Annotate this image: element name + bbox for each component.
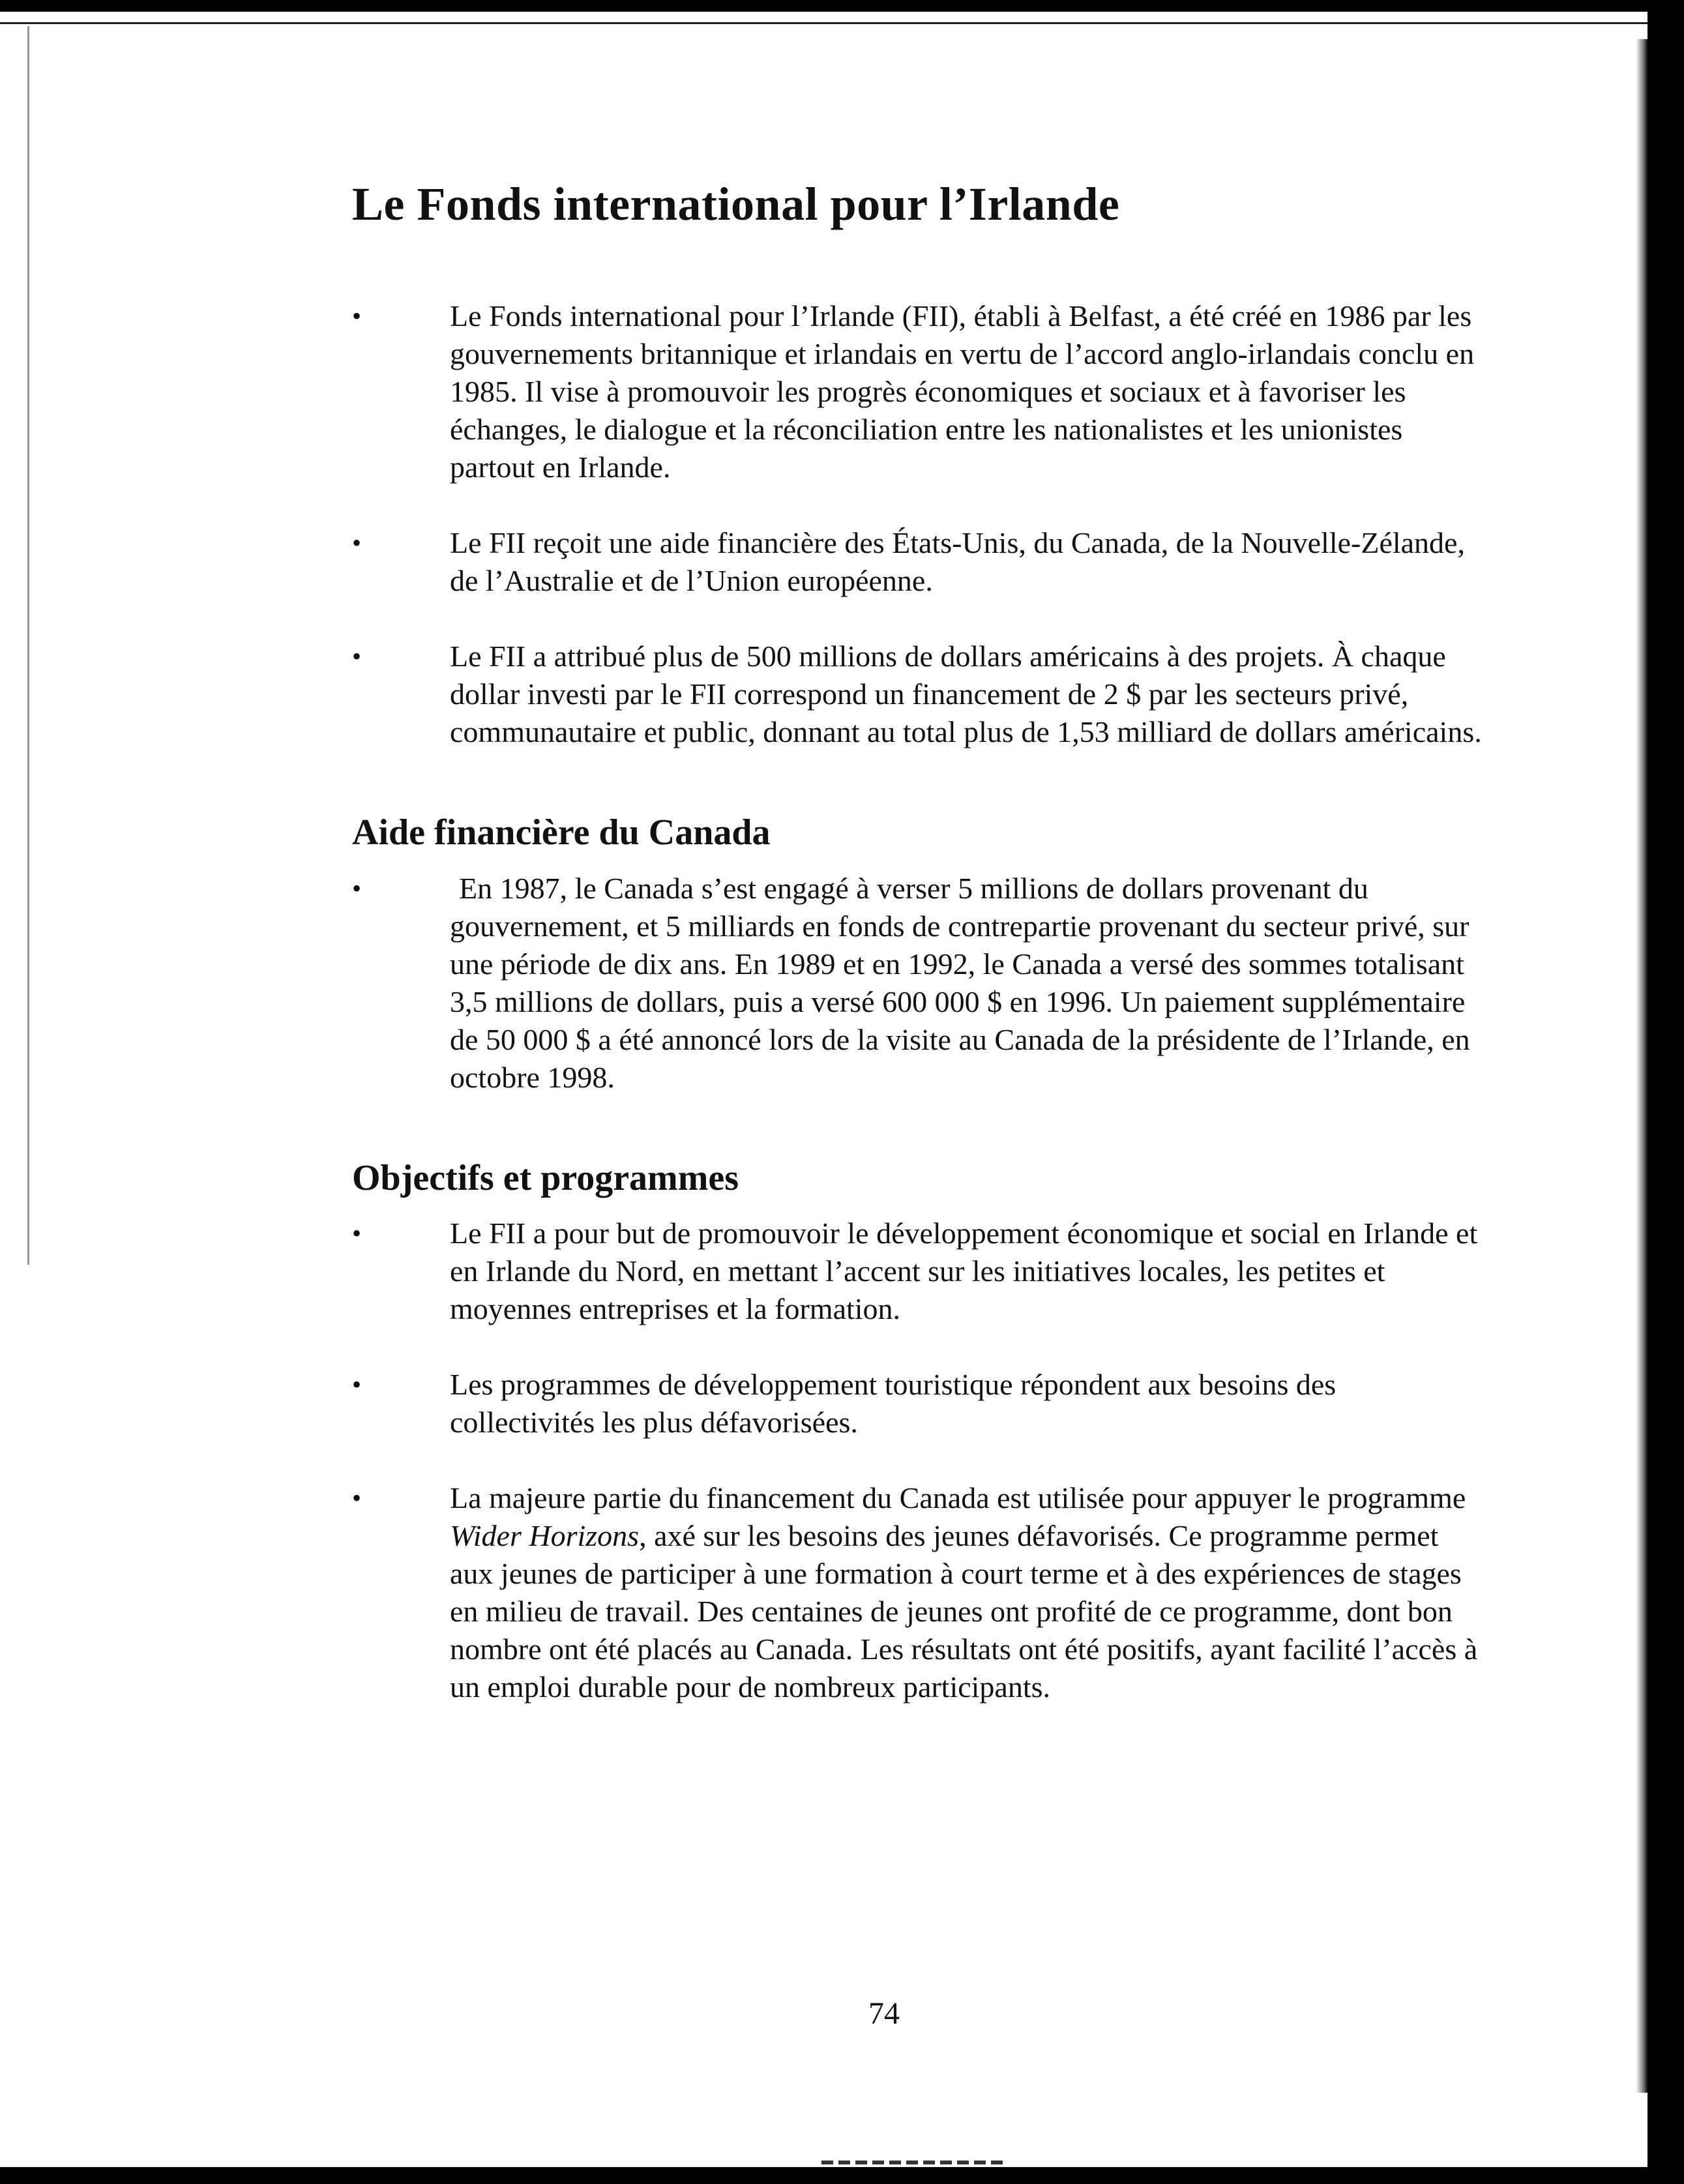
- text-segment: La majeure partie du financement du Canada est utilisée pour appuyer le programme: [450, 1481, 1466, 1514]
- list-item-text: Le FII a attribué plus de 500 millions de dollars américains à des projets. À chaque dollar investi par le FII correspond un financement de 2 $ par les secteurs privé, communautaire et public, donnant au total plus de 1,53 milliard de dollars américains.: [450, 640, 1482, 749]
- list-item-text: En 1987, le Canada s’est engagé à verser 5 millions de dollars provenant du gouvernement, et 5 milliards en fonds de contrepartie provenant du secteur privé, sur une période de dix ans. En 1989 et en 1992, le Canada a versé des sommes totalisant 3,5 millions de dollars, puis a versé 600 000 $ en 1996. Un paiement supplémentaire de 50 000 $ a été annoncé lors de la visite au Canada de la présidente de l’Irlande, en octobre 1998.: [450, 871, 1470, 1094]
- scan-mark-bottom: [821, 2161, 1004, 2164]
- scan-rule-left: [27, 26, 29, 1265]
- bullet-icon: •: [352, 642, 362, 671]
- scan-border-right: [1647, 0, 1684, 2184]
- bullet-icon: •: [352, 1369, 362, 1399]
- scan-rule-top: [0, 22, 1684, 24]
- section-heading-aide: Aide financière du Canada: [352, 812, 771, 853]
- program-name: Wider Horizons: [450, 1518, 640, 1552]
- list-item: [352, 1366, 1486, 1441]
- aide-bullet-list: [352, 870, 1486, 1097]
- bullet-icon: •: [352, 1218, 362, 1248]
- list-item-text: Le Fonds international pour l’Irlande (FII), établi à Belfast, a été créé en 1986 par les gouvernements britannique et irlandais en vertu de l’accord anglo-irlandais conclu en 1985. Il vise à promouvoir les progrès économiques et sociaux et à favoriser les échanges, le dialogue et la réconciliation entre les nationalistes et les unionistes partout en Irlande.: [450, 299, 1475, 484]
- list-item: [352, 1215, 1486, 1328]
- bullet-icon: •: [352, 301, 362, 331]
- list-item: [352, 524, 1486, 600]
- bullet-icon: •: [352, 1483, 362, 1513]
- list-item: [352, 638, 1486, 751]
- list-item: [352, 1479, 1486, 1706]
- page-number: 74: [868, 1996, 900, 2031]
- text-segment: , axé sur les besoins des jeunes défavorisés. Ce programme permet aux jeunes de participer à une formation à court terme et à des expériences de stages en milieu de travail. Des centaines de jeunes ont profité de ce programme, dont bon nombre ont été placés au Canada. Les résultats ont été positifs, ayant facilité l’accès à un emploi durable pour de nombreux participants.: [450, 1518, 1478, 1704]
- intro-bullet-list: [352, 297, 1486, 751]
- objectifs-bullet-list: [352, 1215, 1486, 1706]
- list-item-text: Le FII reçoit une aide financière des États-Unis, du Canada, de la Nouvelle-Zélande, de l’Australie et de l’Union européenne.: [450, 526, 1465, 598]
- scan-border-bottom: [0, 2167, 1684, 2184]
- list-item-text: Le FII a pour but de promouvoir le développement économique et social en Irlande et en Irlande du Nord, en mettant l’accent sur les initiatives locales, les petites et moyennes entreprises et la formation.: [450, 1216, 1478, 1325]
- bullet-icon: •: [352, 528, 362, 558]
- list-item-text: Les programmes de développement touristique répondent aux besoins des collectivités les plus défavorisées.: [450, 1367, 1337, 1439]
- section-heading-objectifs: Objectifs et programmes: [352, 1157, 739, 1198]
- bullet-icon: •: [352, 873, 362, 903]
- list-item-text: [450, 1481, 1477, 1704]
- page-title: Le Fonds international pour l’Irlande: [352, 178, 1120, 230]
- document-page: [352, 176, 1486, 1706]
- list-item: [352, 870, 1486, 1097]
- list-item: [352, 297, 1486, 486]
- scan-shadow-right: [1636, 39, 1647, 2093]
- scan-border-top: [0, 0, 1684, 12]
